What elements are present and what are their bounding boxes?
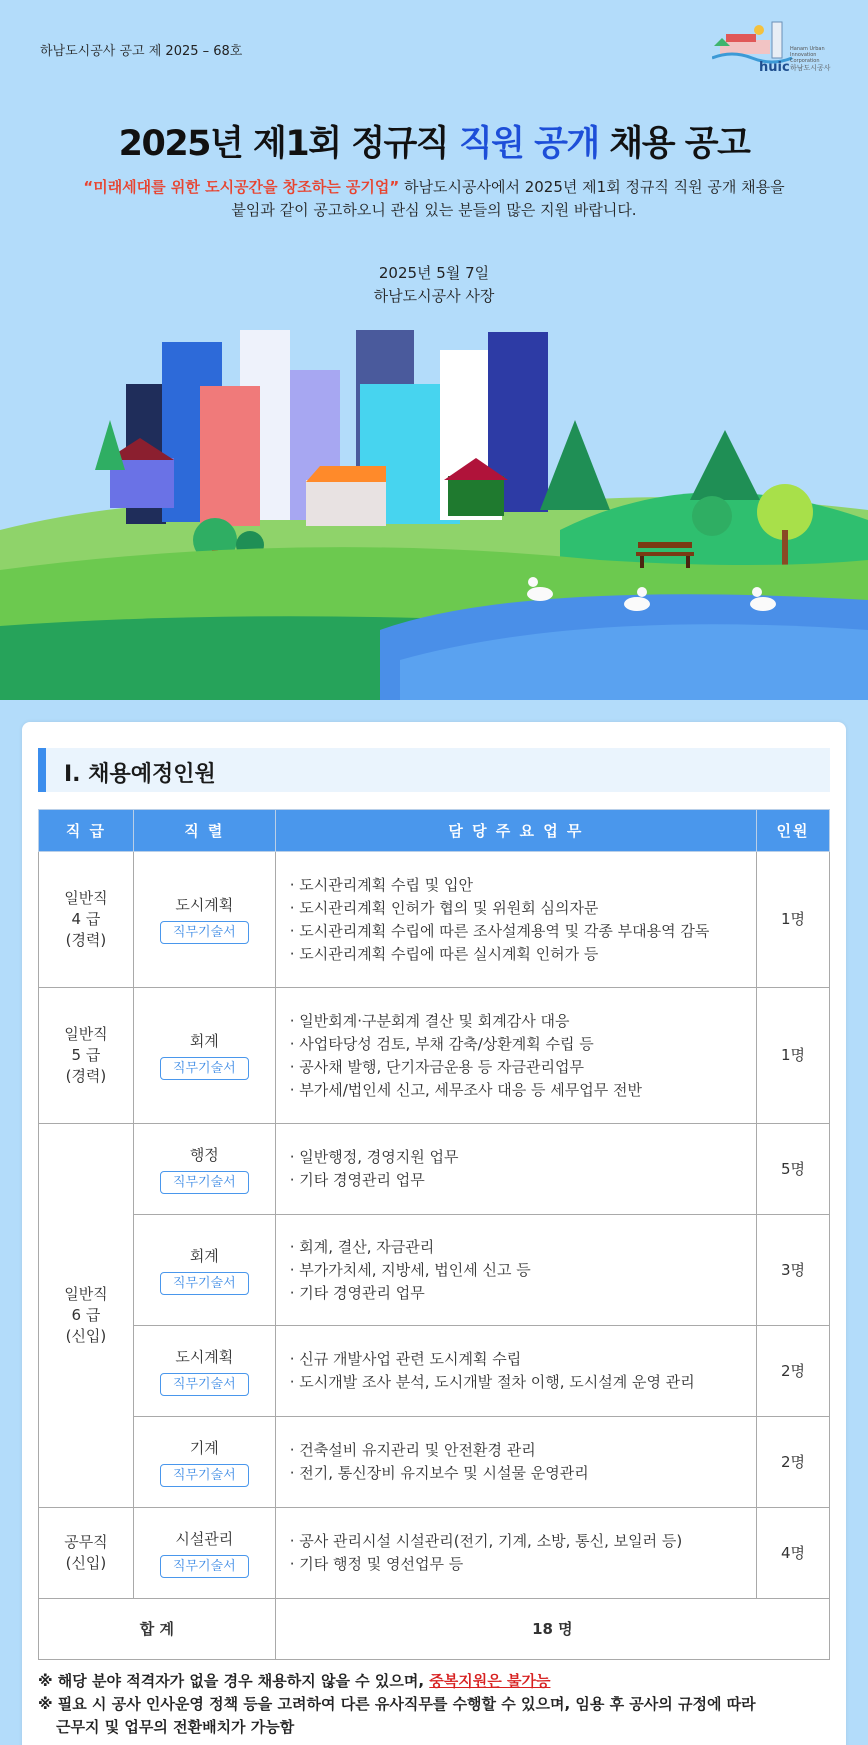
note-2: ※ 필요 시 공사 인사운영 정책 등을 고려하여 다른 유사직무를 수행할 수 있으며, 임용 후 공사의 규정에 따라 [38,1695,756,1713]
duty-item: · 부가세/법인세 신고, 세무조사 대응 등 세무업무 전반 [289,1080,642,1099]
duty-item: · 일반행정, 경영지원 업무 [289,1148,459,1166]
date-block [0,262,868,308]
job-description-button[interactable]: 직무기술서 [160,1171,249,1194]
job-description-button[interactable]: 직무기술서 [160,1555,249,1578]
logo-name: huic [759,60,790,75]
series-cell [133,1124,275,1215]
series-name: 회계 [189,1246,219,1265]
grade-cell [39,1508,134,1599]
duties-cell [275,988,756,1124]
duty-item: · 기타 경영관리 업무 [289,1283,425,1302]
table-row [39,1417,830,1508]
grade-cell [39,852,134,988]
note-1 [38,1670,838,1693]
content-card [22,722,846,1745]
job-description-button[interactable]: 직무기술서 [160,1464,249,1487]
count-cell: 1명 [757,852,830,988]
duty-item: · 도시관리계획 수립에 따른 조사설계용역 및 각종 부대용역 감독 [289,921,710,940]
duty-item: · 건축설비 유지관리 및 안전환경 관리 [289,1441,536,1459]
count-cell: 2명 [757,1326,830,1417]
section-heading [38,748,830,792]
city-illustration [0,330,868,700]
note-1-text: ※ 해당 분야 적격자가 없을 경우 채용하지 않을 수 있으며, [38,1672,430,1690]
header-duties: 담 당 주 요 업 무 [275,810,756,852]
series-cell [133,1508,275,1599]
grade-type: 공무직 [64,1533,108,1551]
title-part1: 2025년 제1회 정규직 [118,124,459,164]
table-row [39,1215,830,1326]
total-label: 합 계 [39,1599,276,1660]
grade-type: 일반직 [64,1285,108,1303]
duty-item: · 신규 개발사업 관련 도시계획 수립 [289,1350,522,1368]
job-description-button[interactable]: 직무기술서 [160,1272,249,1295]
duty-item: · 사업타당성 검토, 부채 감축/상환계획 수립 등 [289,1034,594,1053]
signer: 하남도시공사 사장 [373,287,495,305]
logo-description: Hanam Urban Innovation Corporation [790,46,825,64]
series-cell [133,988,275,1124]
table-row [39,852,830,988]
recruitment-table [38,809,830,1660]
title-highlight: 직원 공개 [458,124,599,164]
duty-item: · 기타 행정 및 영선업무 등 [289,1555,464,1573]
duty-item: · 전기, 통신장비 유지보수 및 시설물 운영관리 [289,1464,589,1482]
series-cell [133,852,275,988]
series-cell [133,1417,275,1508]
header-series: 직 렬 [133,810,275,852]
table-row [39,988,830,1124]
series-name: 행정 [189,1145,219,1164]
series-name: 기계 [189,1438,219,1457]
count-cell: 1명 [757,988,830,1124]
header-count: 인원 [757,810,830,852]
job-description-button[interactable]: 직무기술서 [160,921,249,944]
grade-kind: (경력) [65,931,107,949]
grade-level: 5 급 [71,1046,101,1064]
series-name: 회계 [189,1032,219,1050]
grade-type: 일반직 [64,1025,108,1043]
duty-item: · 일반회계·구분회계 결산 및 회계감사 대응 [289,1011,570,1030]
table-row [39,1124,830,1215]
grade-cell [39,988,134,1124]
duties-cell [275,1124,756,1215]
duty-item: · 기타 경영관리 업무 [289,1171,425,1189]
series-cell [133,1215,275,1326]
note-1-emphasis: 중복지원은 불가능 [429,1672,551,1690]
duty-item: · 공사 관리시설 시설관리(전기, 기계, 소방, 통신, 보일러 등) [289,1532,683,1550]
count-cell: 3명 [757,1215,830,1326]
grade-kind: (신입) [65,1327,107,1345]
intro-line2: 붙임과 같이 공고하오니 관심 있는 분들의 많은 지원 바랍니다. [231,201,637,219]
grade-type: 일반직 [64,889,108,907]
grade-level: 6 급 [71,1306,101,1324]
duties-cell [275,1326,756,1417]
grade-kind: (신입) [65,1554,107,1572]
note-2-cont: 근무지 및 업무의 전환배치가 가능함 [56,1718,295,1736]
duties-cell [275,1215,756,1326]
grade-level: 4 급 [71,910,101,928]
header-grade: 직 급 [39,810,134,852]
duties-cell [275,852,756,988]
notes [38,1670,838,1739]
series-name: 도시계획 [175,1347,234,1366]
grade-cell [39,1124,134,1508]
intro-text [40,176,828,222]
page-title [0,116,868,166]
table-row [39,1508,830,1599]
series-cell [133,1326,275,1417]
duty-item: · 도시관리계획 수립에 따른 실시계획 인허가 등 [289,944,599,963]
duty-item: · 부가가치세, 지방세, 법인세 신고 등 [289,1260,531,1279]
count-cell: 2명 [757,1417,830,1508]
table-header-row [39,810,830,852]
duty-item: · 도시관리계획 수립 및 입안 [289,875,473,894]
count-cell: 5명 [757,1124,830,1215]
total-value: 18 명 [275,1599,829,1660]
title-part2: 채용 공고 [598,124,750,164]
announcement-date: 2025년 5월 7일 [378,264,490,282]
duty-item: · 회계, 결산, 자금관리 [289,1237,435,1256]
series-name: 시설관리 [175,1529,234,1548]
series-name: 도시계획 [175,896,234,914]
table-row [39,1326,830,1417]
section-title: Ⅰ. 채용예정인원 [64,762,216,787]
job-description-button[interactable]: 직무기술서 [160,1373,249,1396]
duties-cell [275,1508,756,1599]
count-cell: 4명 [757,1508,830,1599]
grade-kind: (경력) [65,1067,107,1085]
total-row [39,1599,830,1660]
job-description-button[interactable]: 직무기술서 [160,1057,249,1080]
notice-number: 하남도시공사 공고 제 2025 – 68호 [40,44,243,59]
intro-line1: 하남도시공사에서 2025년 제1회 정규직 직원 공개 채용을 [399,178,785,196]
logo-subtitle: 하남도시공사 [790,64,831,72]
duties-cell [275,1417,756,1508]
duty-item: · 도시관리계획 인허가 협의 및 위원회 심의자문 [289,898,599,917]
intro-quote: “미래세대를 위한 도시공간을 창조하는 공기업” [83,178,400,196]
duty-item: · 공사채 발행, 단기자금운용 등 자금관리업무 [289,1057,584,1076]
duty-item: · 도시개발 조사 분석, 도시개발 절차 이행, 도시설계 운영 관리 [289,1373,695,1391]
